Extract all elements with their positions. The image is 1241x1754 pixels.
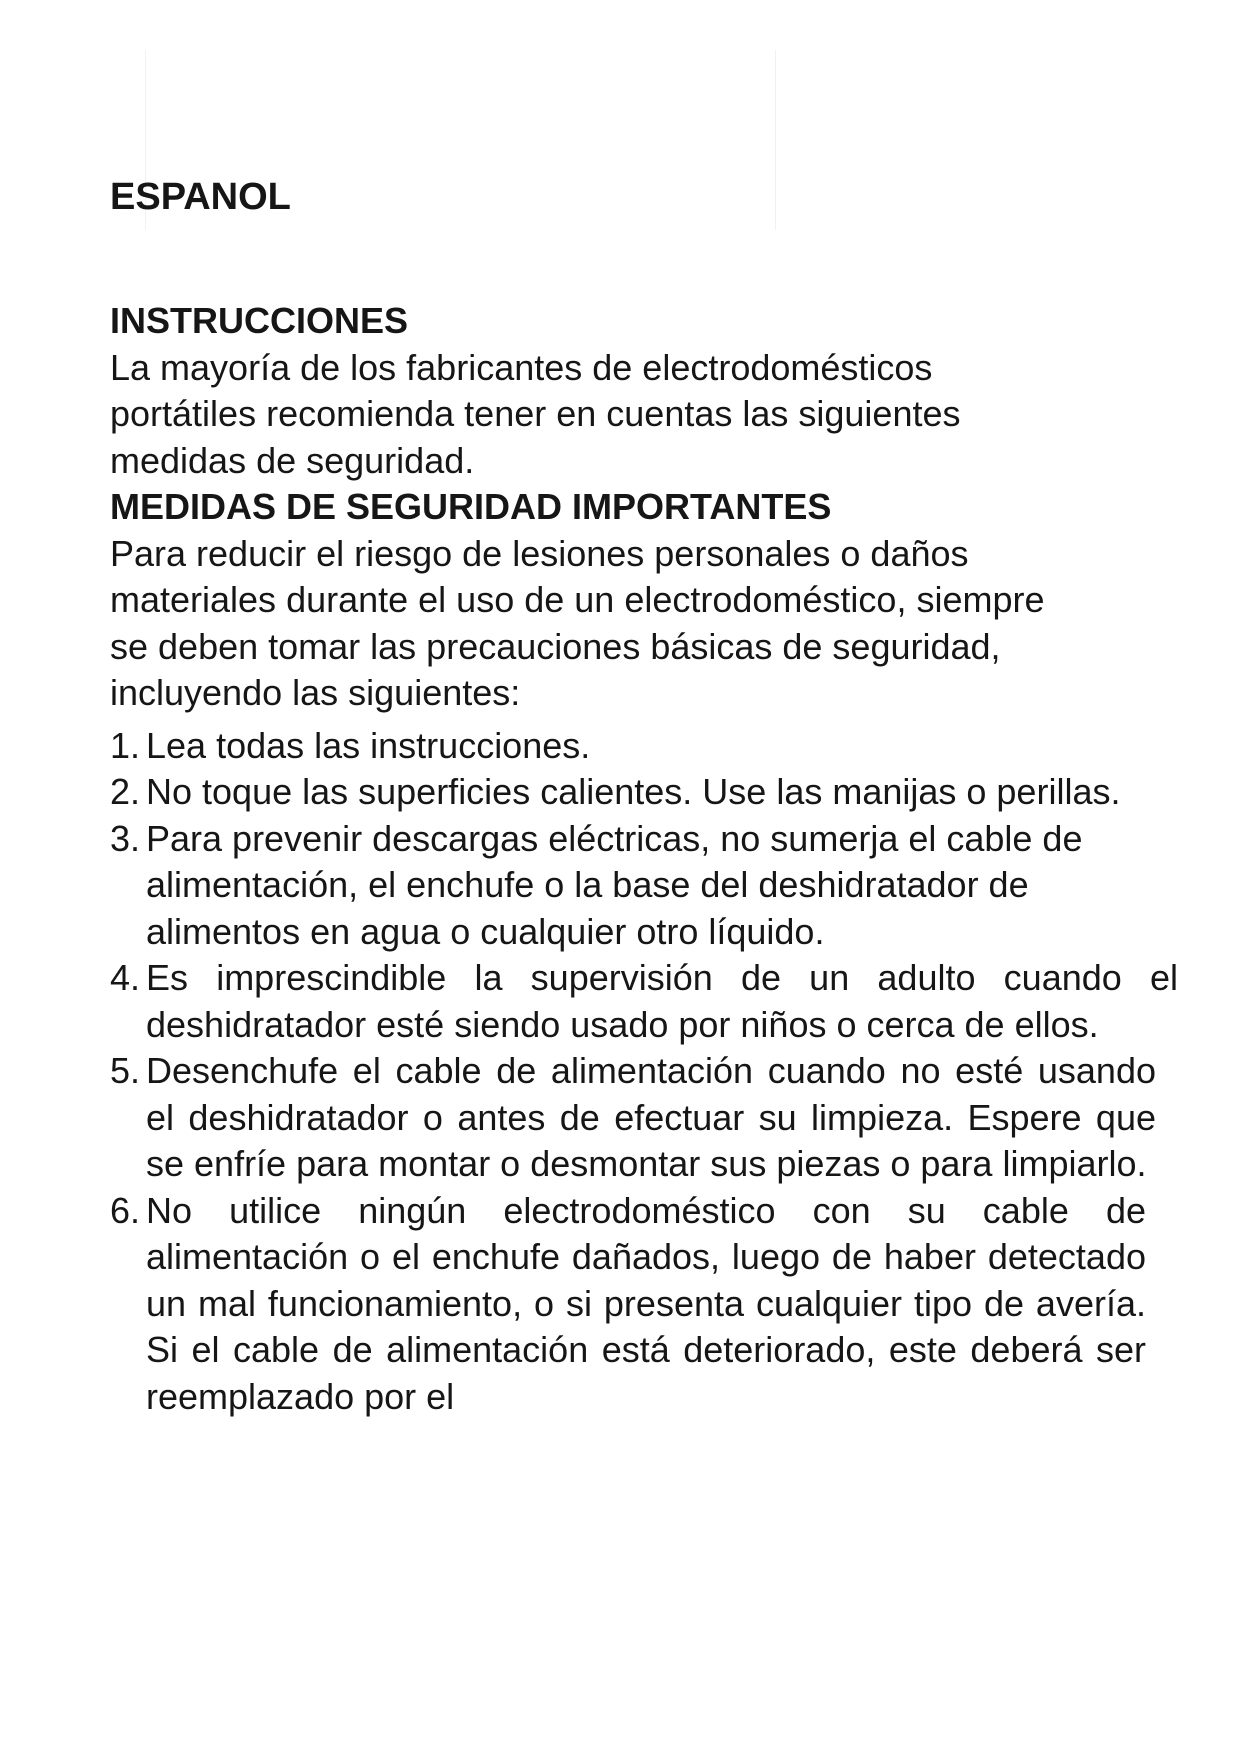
step-number: 2. xyxy=(110,771,141,812)
safety-intro-paragraph: Para reducir el riesgo de lesiones personales o daños materiales durante el uso de un electrodoméstico, siempre se deben tomar las precauciones básicas de seguridad, incluyendo las siguientes: xyxy=(110,532,1045,713)
step-number: 4. xyxy=(110,957,141,998)
step-number: 6. xyxy=(110,1189,141,1231)
step-text: No utilice ningún electrodoméstico con su cable de alimentación o el enchufe dañados, luego de haber detectado un mal funcionamiento, o si presenta cualquier tipo de avería. Si el cable de alimentación está deteriorado, este deberá ser reemplazado por el xyxy=(146,1189,1146,1417)
intro-paragraph: La mayoría de los fabricantes de electrodomésticos portátiles recomienda tener en cuentas las siguientes medidas de seguridad. xyxy=(110,346,961,481)
document-body xyxy=(110,172,1178,1420)
list-item xyxy=(110,769,1170,816)
instructions-heading: INSTRUCCIONES xyxy=(110,300,409,341)
safety-steps-list xyxy=(110,723,1178,1421)
step-text: Desenchufe el cable de alimentación cuando no esté usando el deshidratador o antes de efectuar su limpieza. Espere que se enfríe para montar o desmontar sus piezas o para limpiarlo. xyxy=(146,1050,1156,1184)
step-number: 3. xyxy=(110,817,141,859)
list-item xyxy=(110,816,1170,956)
step-text: Es imprescindible la supervisión de un adulto cuando el deshidratador esté siendo usado por niños o cerca de ellos. xyxy=(146,957,1178,1045)
list-item xyxy=(110,1048,1170,1188)
step-text: No toque las superficies calientes. Use las manijas o perillas. xyxy=(146,771,1121,812)
list-item xyxy=(110,955,1178,1048)
step-text: Lea todas las instrucciones. xyxy=(146,724,591,766)
step-number: 5. xyxy=(110,1050,141,1091)
list-item xyxy=(110,723,1170,770)
safety-heading: MEDIDAS DE SEGURIDAD IMPORTANTES xyxy=(110,486,832,527)
list-item xyxy=(110,1188,1170,1421)
language-heading: ESPANOL xyxy=(110,176,291,218)
step-text: Para prevenir descargas eléctricas, no sumerja el cable de alimentación, el enchufe o la base del deshidratador de alimentos en agua o cualquier otro líquido. xyxy=(146,817,1083,952)
step-number: 1. xyxy=(110,724,141,766)
